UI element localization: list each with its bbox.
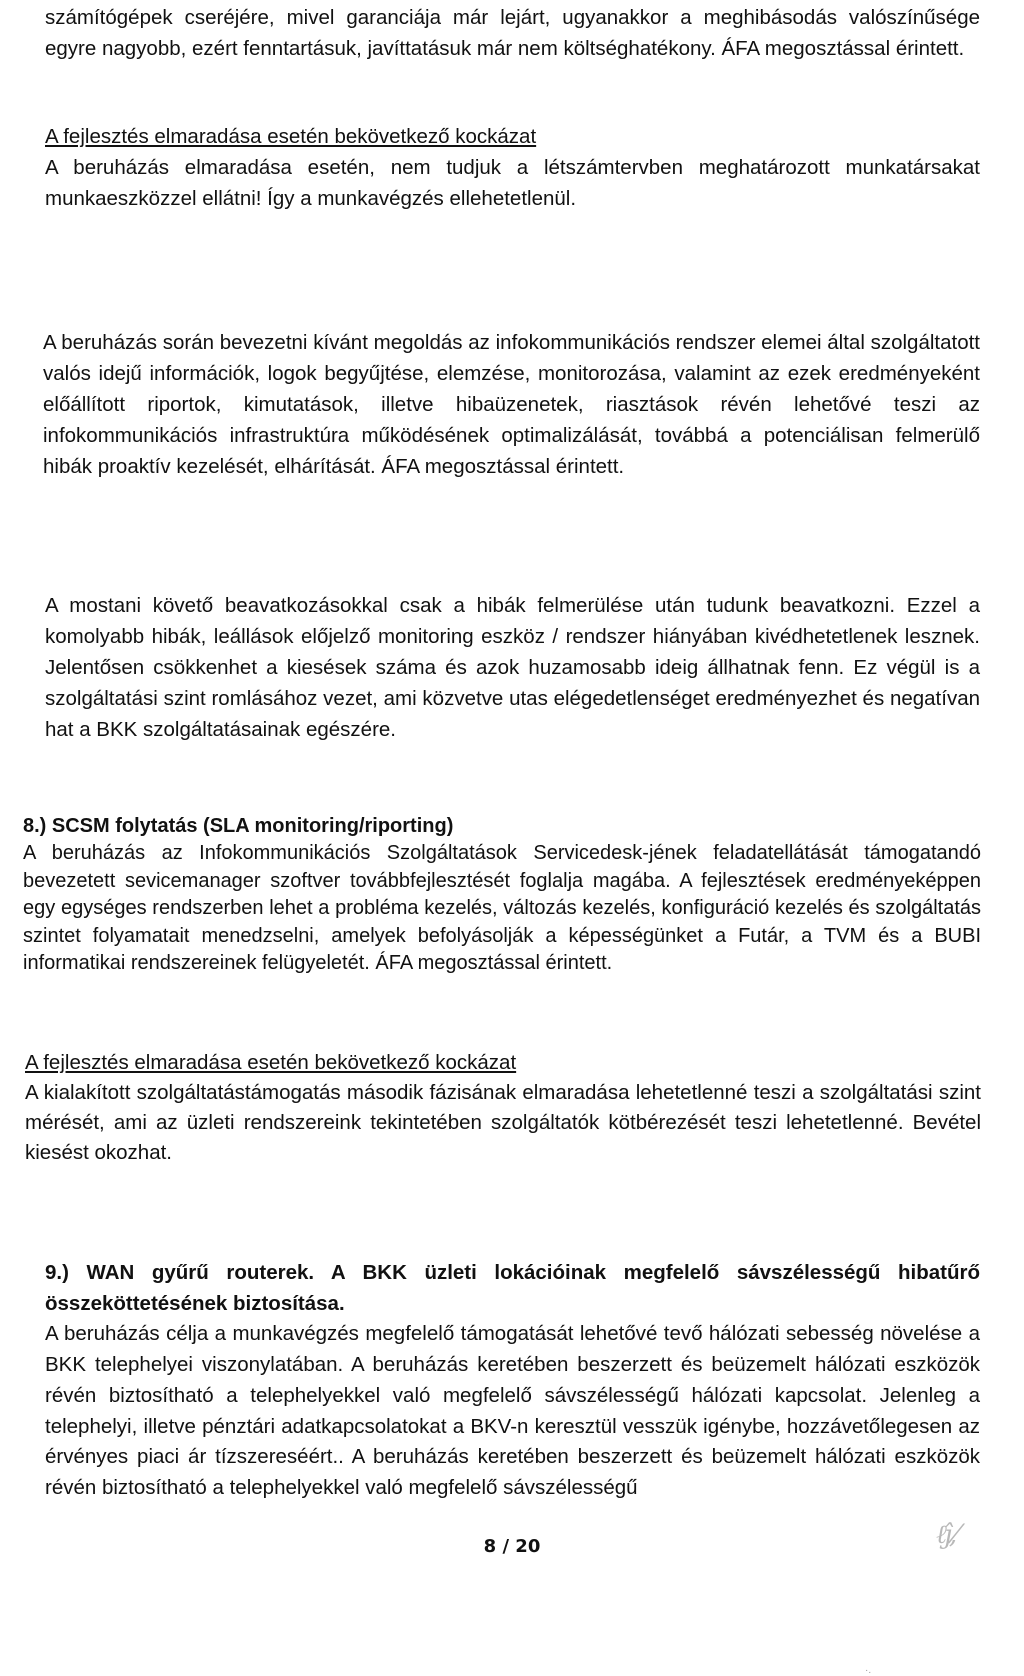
section-9-heading: 9.) WAN gyűrű routerek. A BKK üzleti lokációinak megfelelő sávszélességű hibatűrő összeköttetésének biztosítása. [45,1261,980,1315]
paragraph-current-state-text: A mostani követő beavatkozásokkal csak a hibák felmerülése után tudunk beavatkozni. Ezzel a komolyabb hibák, leállások előjelző monitoring eszköz / rendszer hiányában kivédhetetlenek lesznek. Jelentősen csökkenhet a kiesések száma és azok huzamosabb ideig állhatnak fenn. Ez végül is a szolgáltatási szint romlásához vezet, ami közvetve utas elégedetlenséget eredményezhet és negatívan hat a BKK szolgáltatásainak egészére. [45,594,980,741]
risk-text-1: A beruházás elmaradása esetén, nem tudjuk a létszámtervben meghatározott munkatársakat munkaeszközzel ellátni! Így a munkavégzés ellehetetlenül. [45,156,980,210]
risk-section-1 [45,121,980,214]
section-8-text: A beruházás az Infokommunikációs Szolgáltatások Servicedesk-jének feladatellátását támogatandó bevezetett sevicemanager szoftver továbbfejlesztését foglalja magába. A fejlesztések eredményeképpen egy egységes rendszerben lehet a probléma kezelés, változás kezelés, konfiguráció kezelés és szolgáltatás szintet folyamatait menedzselni, amelyek befolyásolják a képességünket a Futár, a TVM és a BUBI informatikai rendszereinek felügyeletét. ÁFA megosztással érintett. [23,842,981,975]
section-9-text: A beruházás célja a munkavégzés megfelelő támogatását lehetővé tevő hálózati sebesség növelése a BKK telephelyei viszonylatában. A beruházás keretében beszerzett és beüzemelt hálózati eszközök révén biztosítható a telephelyekkel való megfelelő sávszélességű hálózati kapcsolat. Jelenleg a telephelyi, illetve pénztári adatkapcsolatokat a BKV-n keresztül vesszük igénybe, hozzávetőlegesen az érvényes piaci ár tízszereséért.. A beruházás keretében beszerzett és beüzemelt hálózati eszközök révén biztosítható a telephelyekkel való megfelelő sávszélességű [45,1322,980,1499]
risk-section-2 [25,1048,981,1168]
page-number: 8 / 20 [483,1536,541,1557]
paragraph-current-state [45,590,980,745]
scan-speck: ·. [865,1665,872,1676]
signature-mark: ℓĵ,⁄ [936,1520,956,1550]
paragraph-intro-text: számítógépek cseréjére, mivel garanciája már lejárt, ugyanakkor a meghibásodás valószínűsége egyre nagyobb, ezért fenntartásuk, javíttatásuk már nem költséghatékony. ÁFA megosztással érintett. [45,6,980,60]
section-8 [23,813,981,977]
paragraph-solution [43,327,980,482]
risk-heading-1: A fejlesztés elmaradása esetén bekövetkező kockázat [45,125,537,148]
risk-heading-2: A fejlesztés elmaradása esetén bekövetkező kockázat [25,1051,517,1074]
risk-text-2: A kialakított szolgáltatástámogatás második fázisának elmaradása lehetetlenné teszi a szolgáltatási szint mérését, ami az üzleti rendszereink tekintetében szolgáltatók kötbérezését teszi lehetetlenné. Bevétel kiesést okozhat. [25,1081,981,1164]
paragraph-intro [45,2,980,64]
paragraph-solution-text: A beruházás során bevezetni kívánt megoldás az infokommunikációs rendszer elemei által szolgáltatott valós idejű információk, logok begyűjtése, elemzése, monitorozása, valamint az ezek eredményeként előállított riportok, kimutatások, illetve hibaüzenetek, riasztások révén lehetővé teszi az infokommunikációs infrastruktúra működésének optimalizálását, továbbá a potenciálisan felmerülő hibák proaktív kezelését, elhárítását. ÁFA megosztással érintett. [43,331,980,478]
section-9 [45,1258,980,1504]
section-8-heading: 8.) SCSM folytatás (SLA monitoring/riporting) [23,815,454,837]
